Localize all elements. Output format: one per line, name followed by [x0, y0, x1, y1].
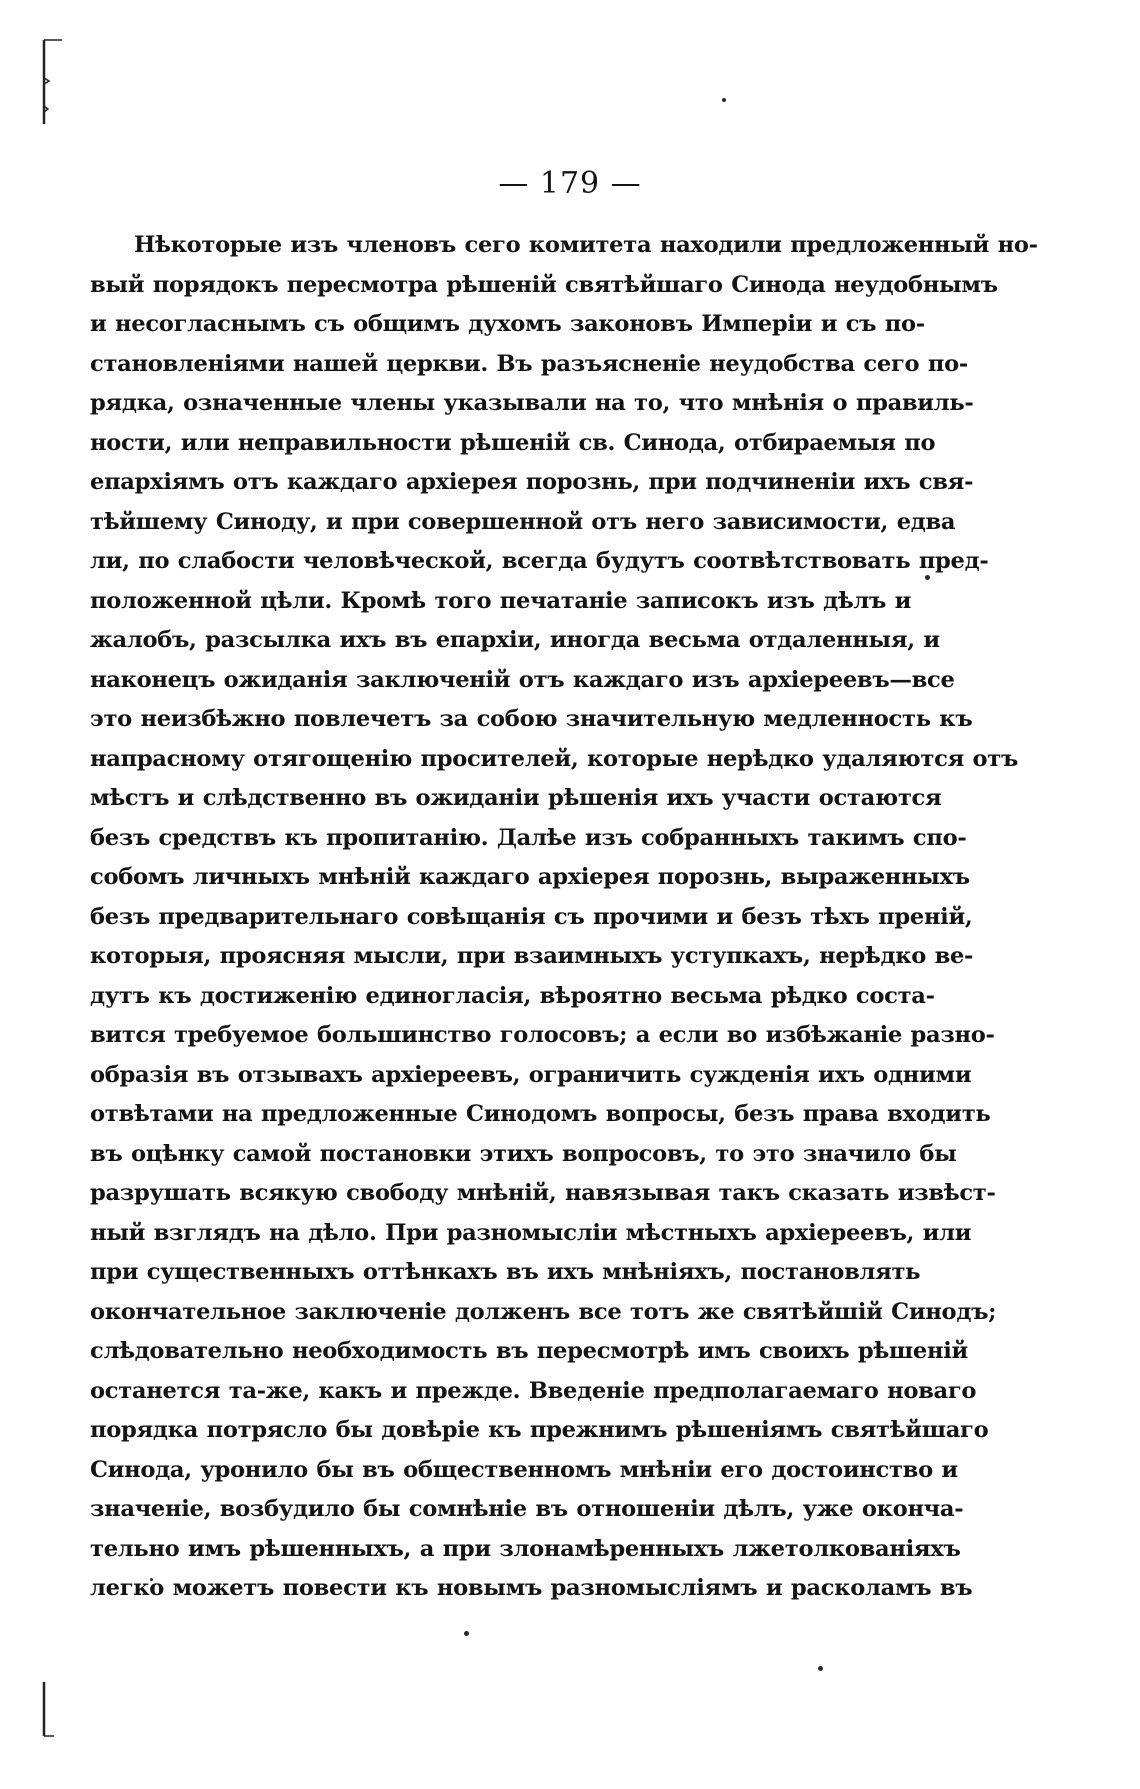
- text-line: Синода, уронило бы въ общественномъ мнѣніи его достоинство и: [90, 1456, 958, 1483]
- text-line: наконецъ ожиданія заключеній отъ каждаго изъ архіереевъ—все: [90, 666, 955, 693]
- text-line: становленіями нашей церкви. Въ разъясненіе неудобства сего по-: [90, 350, 968, 377]
- text-line: положенной цѣли. Кромѣ того печатаніе записокъ изъ дѣлъ и: [90, 587, 912, 614]
- scan-edge-mark: [40, 38, 66, 126]
- scan-edge-mark-bottom: [40, 1680, 62, 1740]
- text-line: Нѣкоторые изъ членовъ сего комитета находили предложенный но-: [134, 232, 1038, 258]
- text-line: разрушать всякую свободу мнѣній, навязывая такъ сказать извѣст-: [90, 1180, 996, 1206]
- text-line: тѣйшему Синоду, и при совершенной отъ него зависимости, едва: [90, 508, 956, 535]
- text-line: вый порядокъ пересмотра рѣшеній святѣйшаго Синода неудобнымъ: [90, 271, 998, 298]
- text-line: легко можетъ повести къ новымъ разномысліямъ и расколамъ въ: [90, 1575, 973, 1601]
- text-line: порядка потрясло бы довѣріе къ прежнимъ рѣшеніямъ святѣйшаго: [90, 1417, 989, 1443]
- scan-speck: [818, 1666, 823, 1671]
- text-line: и несогласнымъ съ общимъ духомъ законовъ Имперіи и съ по-: [90, 311, 925, 337]
- text-line: отвѣтами на предложенные Синодомъ вопросы, безъ права входить: [90, 1101, 991, 1127]
- text-line: безъ средствъ къ пропитанію. Далѣе изъ собранныхъ такимъ спо-: [90, 824, 967, 851]
- text-line: вится требуемое большинство голосовъ; а если во избѣжаніе разно-: [90, 1022, 995, 1048]
- text-line: ли, по слабости человѣческой, всегда будутъ соотвѣтствовать пред-: [90, 548, 989, 574]
- text-line: значеніе, возбудило бы сомнѣніе въ отношеніи дѣлъ, уже оконча-: [90, 1496, 964, 1522]
- text-line: епархіямъ отъ каждаго архіерея порознь, при подчиненіи ихъ свя-: [90, 469, 974, 495]
- text-line: которыя, проясняя мысли, при взаимныхъ уступкахъ, нерѣдко ве-: [90, 943, 974, 969]
- text-line: мѣстъ и слѣдственно въ ожиданіи рѣшенія ихъ участи остаются: [90, 785, 942, 811]
- text-line: дутъ къ достиженію единогласія, вѣроятно весьма рѣдко соста-: [90, 982, 935, 1009]
- text-line: безъ предварительнаго совѣщанія съ прочими и безъ тѣхъ преній,: [90, 903, 973, 930]
- scan-speck: [925, 575, 930, 580]
- text-line: образія въ отзывахъ архіереевъ, ограничить сужденія ихъ одними: [90, 1061, 972, 1088]
- scan-speck: [464, 1631, 469, 1636]
- text-line: жалобъ, разсылка ихъ въ епархіи, иногда весьма отдаленныя, и: [90, 627, 940, 653]
- text-line: въ оцѣнку самой постановки этихъ вопросовъ, то это значило бы: [90, 1140, 957, 1167]
- text-line: останется та-же, какъ и прежде. Введеніе предполагаемаго новаго: [90, 1377, 977, 1404]
- text-line: при существенныхъ оттѣнкахъ въ ихъ мнѣніяхъ, постановлять: [90, 1259, 921, 1285]
- text-line: ности, или неправильности рѣшеній св. Синода, отбираемыя по: [90, 429, 936, 456]
- page-number: — 179 —: [498, 166, 642, 201]
- text-line: это неизбѣжно повлечетъ за собою значительную медленность къ: [90, 706, 973, 732]
- scan-speck: [722, 98, 726, 102]
- text-line: ный взглядъ на дѣло. При разномысліи мѣстныхъ архіереевъ, или: [90, 1219, 972, 1246]
- body-text: [90, 226, 1038, 1609]
- text-line: тельно имъ рѣшенныхъ, а при злонамѣренныхъ лжетолкованіяхъ: [90, 1535, 961, 1562]
- text-line: рядка, означенные члены указывали на то, что мнѣнія о правиль-: [90, 390, 974, 416]
- text-line: окончательное заключеніе долженъ все тотъ же святѣйшій Синодъ;: [90, 1298, 997, 1325]
- text-line: собомъ личныхъ мнѣній каждаго архіерея порознь, выраженныхъ: [90, 864, 970, 890]
- text-line: слѣдовательно необходимость въ пересмотрѣ имъ своихъ рѣшеній: [90, 1338, 968, 1364]
- text-line: напрасному отягощенію просителей, которые нерѣдко удаляются отъ: [90, 745, 1019, 772]
